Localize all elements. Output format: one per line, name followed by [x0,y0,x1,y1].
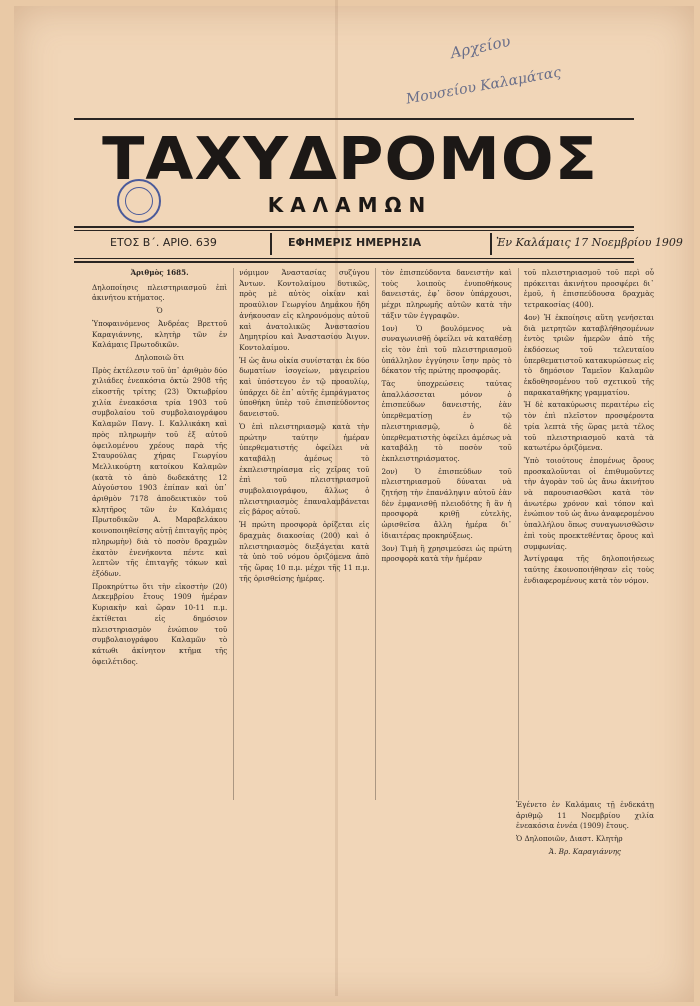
newspaper-title: ΤΑΧΥΔΡΟΜΟΣ [102,123,598,194]
paragraph: Ὁ [156,306,163,316]
stamp-inner-ring [125,187,153,215]
infobar-bottom-rule-thin [74,258,634,259]
paragraph: Ὑπὸ τοιούτους ἐπομένως ὅρους προσκαλοῦνται οἱ ἐπιθυμοῦντες τὴν ἀγορὰν τοῦ ὡς ἄνω ἀκινήτου νὰ παρουσιασθῶσι κατὰ τὸν ἀνωτέρω χρόνον καὶ τόπον καὶ ἐνώπιον τοῦ ὡς ἄνω ἀναφερομένου ὑπαλλήλου ὅπως συναγωνισθῶσιν ἐπὶ τοὺς προεκτεθέντας ὅρους καὶ συμφωνίας. [523,455,654,551]
column-3 [375,268,511,800]
article-columns [92,268,654,800]
paragraph: Δηλοποιῶ ὅτι [134,352,185,362]
handwritten-note-1: Αρχείου [448,31,513,63]
notice-number: Ἀριθμὸς 1685. [130,268,189,277]
closing-paragraph: Ὁ Δηλοποιῶν, Διαστ. Κλητὴρ [516,834,623,844]
paragraph: 2ον) Ὁ ἐπισπεύδων τοῦ πλειστηριασμοῦ δύναται νὰ ζητήσῃ τὴν ἐπανάληψιν αὐτοῦ ἐὰν δὲν ἐμφανισθῇ πλειοδότης ἢ ἂν ἡ προσφορὰ κριθῇ εὐτελὴς, ὡρισθεῖσα ἄλλη ἡμέρα δι᾿ ἰδιαιτέρας προκηρύξεως. [381,466,512,540]
paragraph: Ἡ δὲ κατακύρωσις περαιτέρω εἰς τὸν ἐπὶ πλεῖστον προσφέροντα τρία λεπτὰ τῆς ὥρας μετὰ τέλος τοῦ πλειστηριασμοῦ κατὰ τὰ κατωτέρω ὁριζόμενα. [523,400,654,453]
infobar-bottom-rule [74,261,634,263]
paragraph: Ἡ πρώτη προσφορὰ ὁρίζεται εἰς δραχμὰς διακοσίας (200) καὶ ὁ πλειστηριασμὸς διεξάγεται κατὰ τὰ ὑπὸ τοῦ νόμου ὁριζόμενα ἀπὸ τῆς ὥρας 10 π.μ. μέχρι τῆς 11 π.μ. τῆς ὁρισθείσης ἡμέρας. [239,520,370,583]
masthead-top-rule [74,118,634,120]
column-1 [92,268,227,800]
paragraph: Δηλοποίησις πλειστηριασμοῦ ἐπὶ ἀκινήτου κτήματος. [92,282,228,303]
signature: Ἀ. Βρ. Καραγιάννης [548,846,622,856]
paragraph: Ὁ ἐπὶ πλειστηριασμῷ κατὰ τὴν πρώτην ταύτην ἡμέραν ὑπερθεματιστής ὀφείλει νὰ καταβάλῃ ἀμέσως τὸ ἐκπλειστηρίασμα εἰς χεῖρας τοῦ ἐπὶ τοῦ πλειστηριασμοῦ συμβολαιογράφου, ἄλλως ὁ πλειστηριασμὸς ἐπαναλαμβάνεται εἰς βάρος αὐτοῦ. [239,421,370,517]
publication-type: ΕΦΗΜΕΡΙΣ ΗΜΕΡΗΣΙΑ [288,236,422,249]
paragraph: Πρὸς ἐκτέλεσιν τοῦ ὑπ᾿ ἀριθμὸν δύο χιλιάδες ἐνεακόσια ὀκτὼ 2908 τῆς εἰκοστῆς τρίτης (23) Ὀκτωβρίου χιλία ἐνεακόσια τρία 1903 τοῦ συμβολαίου τοῦ συμβολαιογράφου Καλαμῶν Πανγ. Ι. Καλλικάκη καὶ πρὸς πληρωμὴν τοῦ ἐξ αὐτοῦ ὀφειλομένου χρέους παρὰ τῆς Σταυρούλας χήρας Γεωργίου Μελλικούρτη κατοίκου Καλαμῶν (κατὰ τὸ ἀπὸ δωδεκάτης 12 Αὐγούστου 1903 ἐπίπαν καὶ ὑπ᾿ ἀριθμὸν 7178 ἀποδεικτικὸν τοῦ κλητῆρος τῶν ἐν Καλάμαις Πρωτοδικῶν Α. Μαραβελάκου κοινοποιηθείσης αὐτῇ ἐπιταγῆς πρὸς πληρωμὴν) διὰ τὸ ποσὸν δραχμῶν ἑκατὸν ἐνενήκοντα πέντε καὶ λεπτῶν τῆς ἐπιταγῆς τόκων καὶ ἐξόδων. [92,365,228,578]
handwritten-note-2: Μουσείου Καλαμάτας [404,64,563,108]
paragraph: 4ον) Ἡ ἐκποίησις αὕτη γενήσεται διὰ μετρητῶν καταβλήθησομένων ἐντὸς τριῶν ἡμερῶν ἀπὸ τῆς ἐκδόσεως τοῦ τελευταίου ὑπερθεματιστοῦ κατακυρώσεως εἰς τὸ δημόσιον Ταμεῖον Καλαμῶν ἐκδοθησομένου τοῦ σχετικοῦ τῆς παρακαταθήκης γραμματίου. [523,312,654,397]
paragraph: τοῦ πλειστηριασμοῦ τοῦ περὶ οὗ πρόκειται ἀκινήτου προσφέρει δι᾿ ἐμοῦ, ἡ ἐπισπεύδουσα δραχμὰς τετρακοσίας (400). [523,268,654,310]
infobar-divider-right [490,233,492,255]
paragraph: τὸν ἐπισπεύδοντα δανειστὴν καὶ τοὺς λοιποὺς ἐνυποθήκους δανειστάς, ἐφ᾿ ὅσον ὑπάρχουσι, μέχρι πληρωμῆς αὐτῶν κατὰ τὴν τάξιν τῶν ἐγγραφῶν. [381,268,512,320]
issue-date: Ἐν Καλάμαις 17 Νοεμβρίου 1909 [496,236,683,249]
issue-number: ΕΤΟΣ Β΄. ΑΡΙΘ. 639 [110,236,217,249]
closing-block [516,800,654,860]
issue-infobar [92,233,683,255]
paragraph: νόμιμον Ἀναστασίας συζύγου Ἀντων. Κοντολαίμου δυτικῶς, πρὸς μὲ αὐτὸς οἰκίαν καὶ προαύλιον Γεωργίου Δημάκου ἤδη ἀνήκουσαν εἰς κληρονόμους αὐτοῦ καὶ ἀνατολικῶς Ἀναστασίου Δημητρίου καὶ Ἀναστασίου Ἀιγυν. Κοντολαίμου. [239,268,370,352]
infobar-divider-left [270,233,272,255]
newspaper-subtitle: ΚΑΛΑΜΩΝ [267,193,433,217]
paragraph: Τὰς ὑποχρεώσεις ταύτας ἀπαλλάσσεται μόνον ὁ ἐπισπεύδων δανειστής, ἐὰν ὑπερθεματίσῃ ἐν τῷ πλειστηριασμῷ, ὁ δὲ ὑπερθεματιστὴς ὁφείλει ἀμέσως νὰ καταβάλῃ τὸ ποσὸν τοῦ ἐκπλειστηριάσματος. [381,379,512,463]
paragraph: Προκηρύττω ὅτι τὴν εἰκοστὴν (20) Δεκεμβρίου ἔτους 1909 ἡμέραν Κυριακὴν καὶ ὥραν 10-11 π.μ. ἐκτίθεται εἰς δημόσιον πλειστηριασμὸν ἐνώπιον τοῦ συμβολαιογράφου Καλαμῶν τὸ κάτωθι ἀκίνητον κτῆμα τῆς ὀφειλέτιδος. [92,581,228,666]
infobar-top-rule [74,226,634,228]
library-stamp-icon [117,179,161,223]
column-2 [233,268,369,800]
paragraph: 1ον) Ὁ βουλόμενος νὰ συναγωνισθῇ ὀφείλει νὰ καταθέσῃ εἰς τὸν ἐπὶ τοῦ πλειστηριασμοῦ ὑπάλληλον ἐγγύησιν ἴσην πρὸς τὸ δέκατον τῆς πρώτης προσφορᾶς. [381,323,512,376]
paragraph: 3ον) Τιμὴ ἣ χρησιμεύσει ὡς πρώτη προσφορὰ κατὰ τὴν ἡμέραν [381,543,512,564]
infobar-top-rule-thin [74,230,634,231]
closing-paragraph: Ἐγένετο ἐν Καλάμαις τῇ ἑνδεκάτῃ ἀριθμῷ 11 Νοεμβρίου χιλία ἐνεακόσια ἐννέα (1909) ἔτους. [516,800,654,831]
paragraph: Ὑποφαινόμενος Ἀνδρέας Βρεττοῦ Καραγιάννης, κλητὴρ τῶν ἐν Καλάμαις Πρωτοδικῶν. [92,318,228,350]
column-4 [518,268,654,800]
paragraph: Ἀντίγραφα τῆς δηλοποιήσεως ταύτης ἐκοινοποιήθησαν εἰς τοὺς ἐνδιαφερομένους κατὰ τὸν νόμον. [523,554,654,585]
paragraph: Ἡ ὡς ἄνω οἰκία συνίσταται ἐκ δύο δωματίων ἰσογείων, μαγειρείου καὶ ὑπόστεγου ἐν τῷ προαυλίῳ, ὑπάρχει δὲ ἐπ᾿ αὐτῆς ἐμπράγματος ὑποθήκη ὑπὲρ τοῦ ἐπισπεύδοντος δανειστοῦ. [239,355,370,419]
